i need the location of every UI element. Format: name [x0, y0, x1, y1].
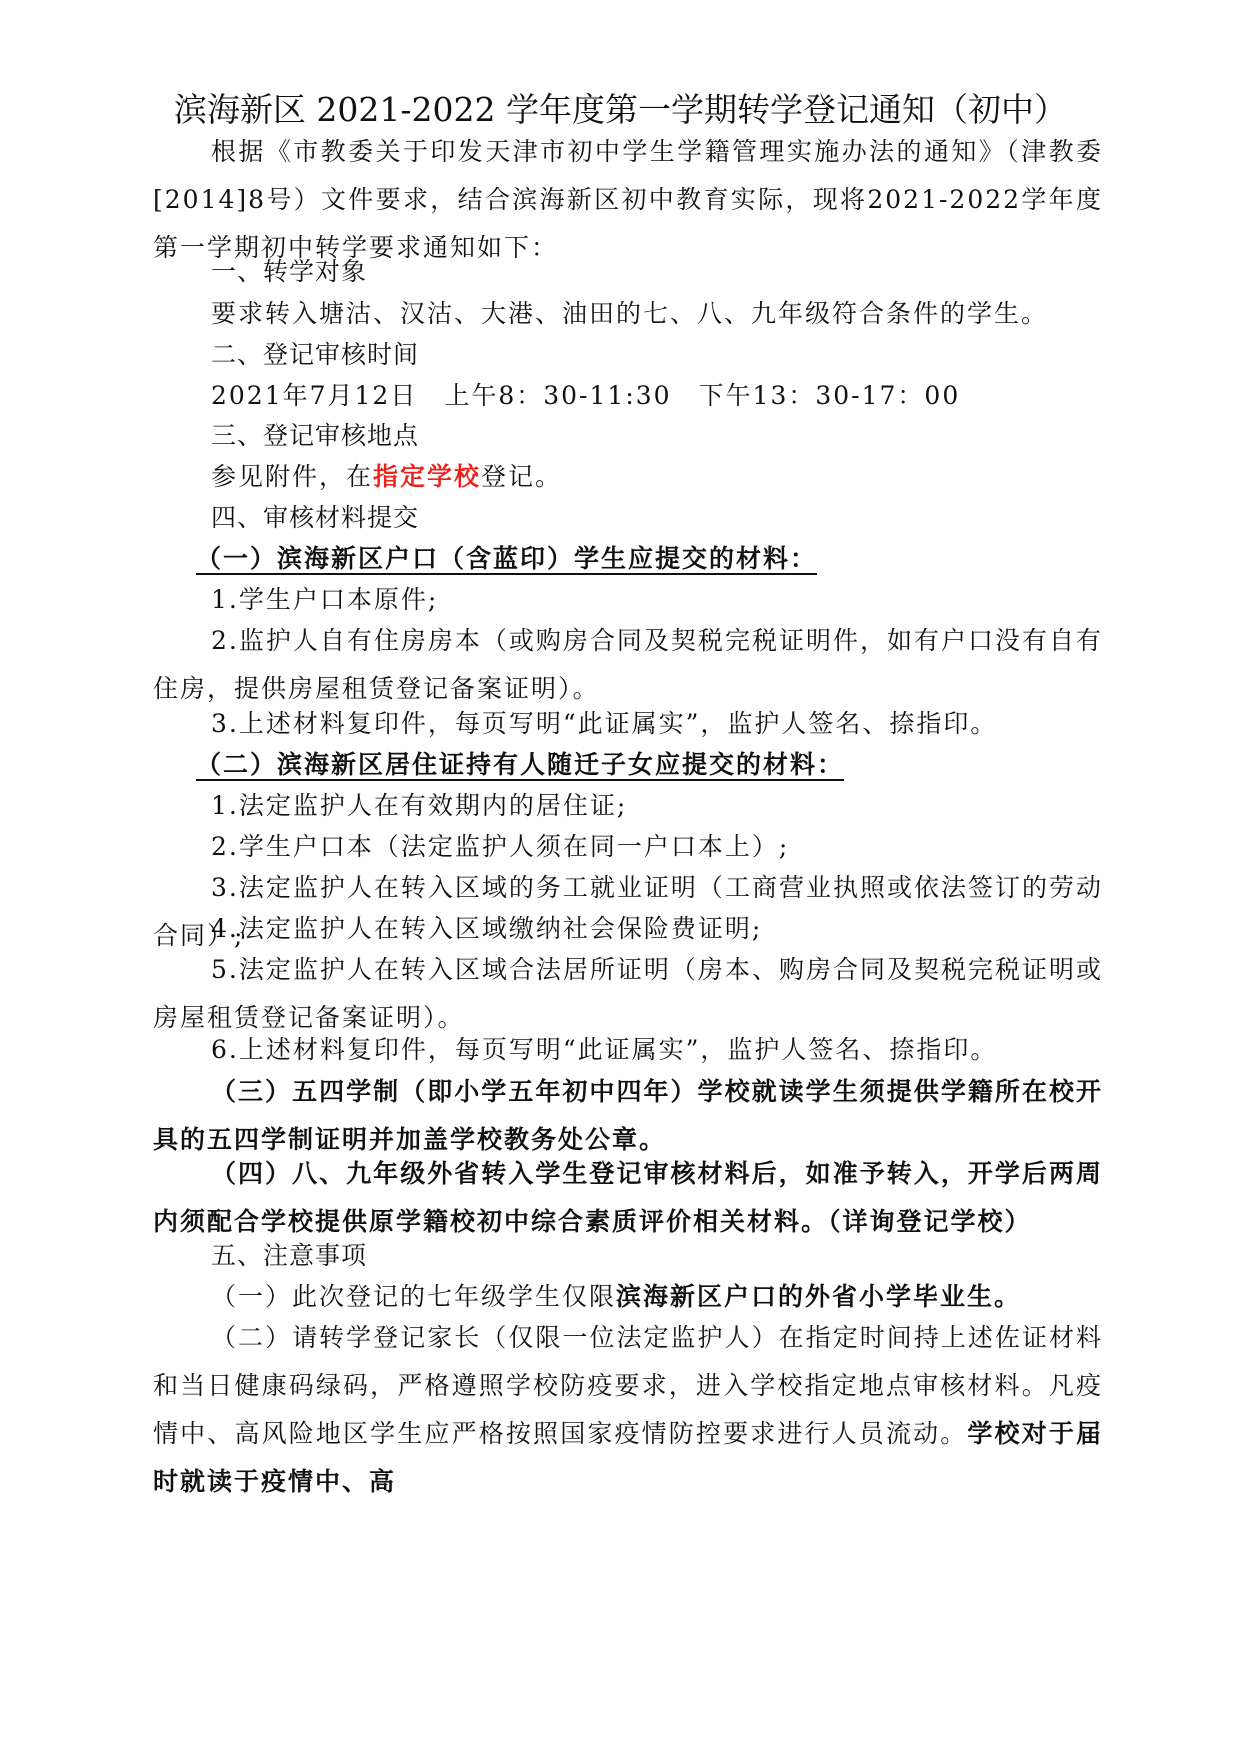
note-1-bold: 滨海新区户口的外省小学毕业生。 [616, 1282, 1022, 1311]
subsection-4-paragraph: （四）八、九年级外省转入学生登记审核材料后，如准予转入，开学后两周内须配合学校提供原学籍校初中综合素质评价相关材料。（详询登记学校） [153, 1159, 1103, 1236]
section-1-text: 要求转入塘沽、汉沽、大港、油田的七、八、九年级符合条件的学生。 [211, 299, 1049, 328]
section-3-text-after: 登记。 [481, 462, 563, 491]
section-2-heading: 二、登记审核时间 [211, 340, 420, 369]
note-2-text: （二）请转学登记家长（仅限一位法定监护人）在指定时间持上述佐证材料和当日健康码绿码，严格遵照学校防疫要求，进入学校指定地点审核材料。凡疫情中、高风险地区学生应严格按照国家疫情防控要求进行人员流动。 [153, 1323, 1103, 1448]
subsection-1-item-3: 3.上述材料复印件，每页写明“此证属实”，监护人签名、捺指印。 [211, 709, 998, 738]
section-3-heading: 三、登记审核地点 [211, 421, 420, 450]
subsection-2-item-6: 6.上述材料复印件，每页写明“此证属实”，监护人签名、捺指印。 [211, 1035, 998, 1064]
subsection-2-item-5: 5.法定监护人在转入区域合法居所证明（房本、购房合同及契税完税证明或房屋租赁登记备案证明）。 [153, 955, 1103, 1032]
subsection-1-title: （一）滨海新区户口（含蓝印）学生应提交的材料： [196, 544, 818, 573]
designated-school-highlight: 指定学校 [373, 462, 482, 491]
intro-paragraph: 根据《市教委关于印发天津市初中学生学籍管理实施办法的通知》（津教委[2014]8号）文件要求，结合滨海新区初中教育实际，现将2021-2022学年度第一学期初中转学要求通知如下： [153, 137, 1103, 262]
subsection-2-title: （二）滨海新区居住证持有人随迁子女应提交的材料： [196, 750, 845, 779]
subsection-2-item-4: 4.法定监护人在转入区域缴纳社会保险费证明; [211, 914, 763, 943]
section-1-heading: 一、转学对象 [211, 257, 368, 286]
section-2-text: 2021年7月12日 上午8：30-11:30 下午13：30-17：00 [211, 381, 961, 410]
subsection-2-item-3: 3.法定监护人在转入区域的务工就业证明（工商营业执照或依法签订的劳动合同）; [153, 873, 1103, 950]
page-title: 滨海新区 2021-2022 学年度第一学期转学登记通知（初中） [173, 90, 1068, 129]
subsection-2-item-2: 2.学生户口本（法定监护人须在同一户口本上）; [211, 832, 790, 861]
section-3-text-before: 参见附件，在 [211, 462, 374, 491]
section-4-heading: 四、审核材料提交 [211, 503, 420, 532]
subsection-1-item-1: 1.学生户口本原件; [211, 585, 439, 614]
note-2-bold: 学校对于届时就读于疫情中、高 [153, 1419, 1103, 1496]
note-1-text: （一）此次登记的七年级学生仅限 [211, 1282, 617, 1311]
subsection-3-paragraph: （三）五四学制（即小学五年初中四年）学校就读学生须提供学籍所在校开具的五四学制证明并加盖学校教务处公章。 [153, 1077, 1103, 1154]
section-5-heading: 五、注意事项 [211, 1241, 368, 1270]
subsection-1-item-2: 2.监护人自有住房房本（或购房合同及契税完税证明件，如有户口没有自有住房，提供房屋租赁登记备案证明）。 [153, 626, 1103, 703]
subsection-2-item-1: 1.法定监护人在有效期内的居住证; [211, 791, 628, 820]
note-2 [153, 1314, 1103, 1506]
